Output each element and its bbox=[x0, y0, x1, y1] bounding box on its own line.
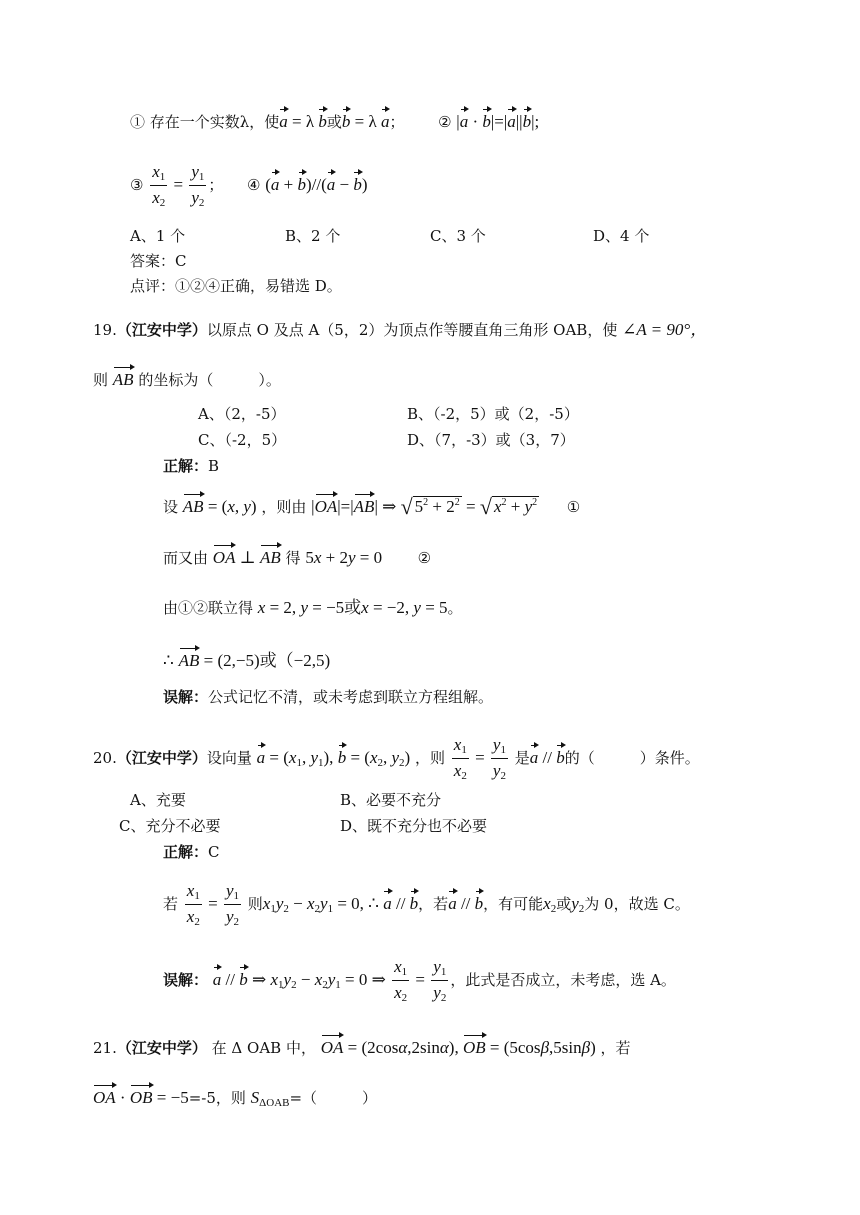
q20-reason-end3: 为 0，故选 C。 bbox=[584, 894, 690, 913]
q20-reason-end: ，有可能 bbox=[483, 894, 544, 913]
q19-step1-mid: ，则由 bbox=[261, 498, 307, 516]
q19-stem2-pre: 则 bbox=[93, 371, 109, 389]
q19-number: 19. bbox=[93, 321, 117, 339]
q19-wrong-text: 公式记忆不清，或未考虑到联立方程组解。 bbox=[208, 688, 494, 706]
q18-option-a: A、1 个 bbox=[130, 227, 186, 245]
q18-answer: 答案：C bbox=[130, 252, 187, 270]
q19-option-d: D、（7，-3）或（3，7） bbox=[407, 431, 575, 449]
q21-stem2-mid: =-5，则 bbox=[188, 1089, 246, 1107]
q19-step3-pre: 由①②联立得 bbox=[163, 599, 254, 617]
q18-comment: 点评：①②④正确，易错选 D。 bbox=[130, 277, 342, 295]
q18-cond3-end: ； bbox=[208, 175, 224, 194]
q21-number: 21. bbox=[93, 1039, 117, 1057]
q20-stem-end: 的（ ）条件。 bbox=[564, 748, 700, 767]
q19-step4-pre: ∴ bbox=[163, 651, 174, 670]
q19-step1-circ: ① bbox=[566, 498, 581, 516]
q21-stem-line-2: OA · OB = −5=-5，则 $S_{\Delta OAB}=$（ ） bbox=[93, 1088, 378, 1109]
q20-correct-value: C bbox=[208, 843, 220, 861]
q19-correct-label: 正解： bbox=[163, 457, 209, 475]
q20-option-a: A、充要 bbox=[130, 791, 186, 809]
q20-reason-mid2: ，若 bbox=[418, 894, 449, 913]
q20-wrong-text: ，此式是否成立，未考虑，选 A。 bbox=[450, 970, 676, 989]
q20-reason-end2: 或 bbox=[556, 894, 572, 913]
q20-stem-pre: 设向量 bbox=[206, 748, 252, 767]
q18-option-b: B、2 个 bbox=[285, 227, 341, 245]
q19-step2-mid: 得 bbox=[285, 549, 301, 567]
q18-option-c: C、3 个 bbox=[430, 227, 486, 245]
q20-stem: 20.（江安中学）设向量 $a = (x_1$, $y_1$), $b = (x_2$, $y_2$) ，则 $\frac{x_1}{x_2}$ = $\frac{y_1}{y_2}$ 是a // b的（ ）条件。 bbox=[93, 735, 700, 782]
q19-stem-angle: ∠A = 90°， bbox=[622, 320, 708, 339]
q19-step1-pre: 设 bbox=[163, 498, 179, 516]
q18-cond2-label: ② bbox=[438, 113, 452, 131]
q21-stem-pre: 在 Δ OAB 中， bbox=[211, 1039, 316, 1057]
q19-stem2-post: 的坐标为（ ）。 bbox=[138, 371, 281, 389]
q18-option-d: D、4 个 bbox=[593, 227, 650, 245]
q19-option-c: C、（-2，5） bbox=[198, 431, 287, 449]
q20-reason-pre: 若 bbox=[163, 894, 179, 913]
q19-correct-value: B bbox=[208, 457, 220, 475]
q20-reason-mid: 则 bbox=[247, 894, 263, 913]
q19-step-2: 而又由 OA ⊥ AB 得 5x + 2y = 0 ② bbox=[163, 548, 432, 567]
q21-stem-end: ，若 bbox=[600, 1039, 631, 1057]
q18-cond1-mid: 或 bbox=[326, 113, 342, 131]
q20-wrong-label: 误解： bbox=[163, 970, 209, 989]
q20-source: （江安中学） bbox=[116, 748, 207, 767]
q20-correct-label: 正解： bbox=[163, 843, 209, 861]
q19-stem-line-2: 则 AB 的坐标为（ ）。 bbox=[93, 370, 281, 389]
q20-option-c: C、充分不必要 bbox=[119, 817, 221, 835]
q18-condition-1-2: ① 存在一个实数λ，使a = λ b或b = λ a； ② |a · b|=|a||b|; bbox=[130, 112, 540, 131]
q20-wrong: 误解： a // b ⇒ $x_1y_2 - x_2y_1 = 0$ ⇒ $\frac{x_1}{x_2}$ = $\frac{y_1}{y_2}$ ，此式是否成立，未考虑，选 A。 bbox=[163, 957, 676, 1004]
q19-option-b: B、（-2，5）或（2，-5） bbox=[407, 405, 579, 423]
q20-stem-post: 是 bbox=[514, 748, 530, 767]
q21-stem2-end: =（ ） bbox=[289, 1089, 378, 1107]
q19-step2-pre: 而又由 bbox=[163, 549, 209, 567]
q19-step-3: 由①②联立得 x = 2, y = −5或x = −2, y = 5。 bbox=[163, 598, 463, 617]
q19-wrong-label: 误解： bbox=[163, 688, 209, 706]
q19-step-4: ∴ AB = (2,−5)或（−2,5) bbox=[163, 651, 331, 670]
q21-stem: 21.（江安中学） 在 Δ OAB 中， OA = (2cosα,2sinα), OB = (5cosβ,5sinβ) ，若 bbox=[93, 1038, 631, 1057]
q20-stem-mid: ，则 bbox=[414, 748, 445, 767]
q19-stem bbox=[93, 321, 707, 338]
q20-number: 20. bbox=[93, 748, 117, 767]
q19-step3-post: 。 bbox=[447, 599, 463, 617]
q20-option-d: D、既不充分也不必要 bbox=[340, 817, 488, 835]
q18-cond4-label: ④ bbox=[247, 175, 261, 194]
q19-stem-text: 以原点 O 及点 A（5，2）为顶点作等腰直角三角形 OAB，使 bbox=[206, 321, 618, 339]
q18-cond1-end: ； bbox=[389, 113, 405, 131]
q19-wrong bbox=[163, 690, 493, 705]
q19-step2-circ: ② bbox=[417, 549, 432, 567]
q20-option-b: B、必要不充分 bbox=[340, 791, 442, 809]
q19-step-1: 设 AB = (x, y) ，则由 |OA|=|AB| ⇒ √ $5^2 + 2^2$ = √ $x^2 + y^2$ ① bbox=[163, 494, 581, 519]
q18-cond1-label: ① 存在一个实数λ，使 bbox=[130, 113, 280, 131]
q19-option-a: A、（2，-5） bbox=[198, 405, 286, 423]
q21-source: （江安中学） bbox=[116, 1039, 207, 1057]
q20-correct bbox=[163, 845, 220, 860]
q18-cond3-label: ③ bbox=[130, 175, 144, 194]
q19-source: （江安中学） bbox=[116, 321, 207, 339]
q20-reason: 若 $\frac{x_1}{x_2}$ = $\frac{y_1}{y_2}$ 则$x_1y_2 - x_2y_1 = 0$, ∴ a // b，若a // b，有可能$x_2$或$y_2$为 0，故选 C。 bbox=[163, 881, 690, 928]
q18-condition-3-4: ③ $\frac{x_1}{x_2}$ = $\frac{y_1}{y_2}$ ； ④ (a + b)//(a − b) bbox=[130, 162, 368, 209]
q19-correct bbox=[163, 459, 219, 474]
